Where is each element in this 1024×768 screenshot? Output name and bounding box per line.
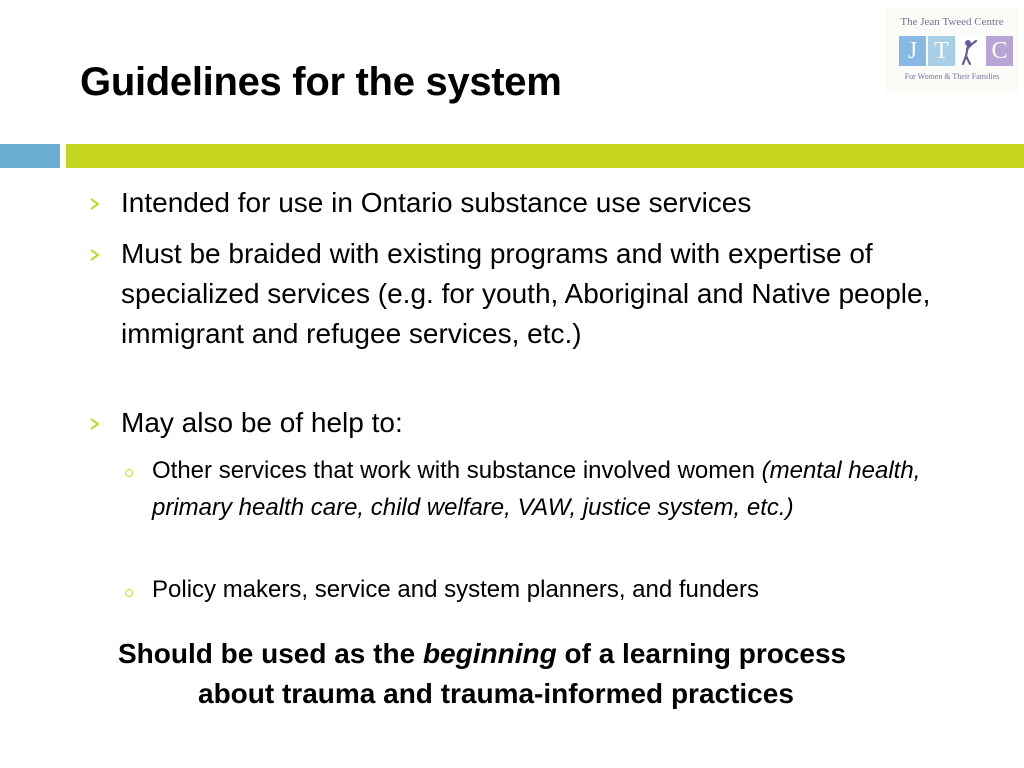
accent-bar-blue bbox=[0, 144, 60, 168]
logo-letter-c: C bbox=[986, 36, 1013, 66]
ring-bullet-icon bbox=[125, 469, 133, 477]
ring-bullet-icon bbox=[125, 589, 133, 597]
sub-bullet-item bbox=[152, 452, 972, 526]
accent-bar-green bbox=[66, 144, 1024, 168]
closing-after: of a learning process bbox=[556, 638, 847, 669]
logo-letters bbox=[899, 36, 1013, 66]
closing-before: Should be used as the bbox=[118, 638, 423, 669]
bullet-item: Must be braided with existing programs and with expertise of specialized services (e.g. for youth, Aboriginal and Native people, immigrant and refugee services, etc.) bbox=[121, 238, 931, 349]
logo-letter-t: T bbox=[928, 36, 955, 66]
slide-title: Guidelines for the system bbox=[80, 60, 562, 104]
bullet-item: Intended for use in Ontario substance use services bbox=[121, 187, 752, 218]
arrow-bullet-icon bbox=[88, 248, 102, 262]
closing-emphasis: beginning bbox=[422, 638, 557, 669]
closing-statement bbox=[118, 634, 958, 714]
logo-letter-j: J bbox=[899, 36, 926, 66]
jean-tweed-centre-logo bbox=[886, 8, 1018, 94]
bullet-item: May also be of help to: bbox=[121, 407, 403, 438]
closing-line-2: about trauma and trauma-informed practices bbox=[198, 678, 794, 709]
sub-bullet-text: Other services that work with substance involved women bbox=[152, 457, 755, 484]
sub-bullet-italic: (mental health, primary health care, child welfare, VAW, justice system, etc.) bbox=[152, 457, 921, 521]
arrow-bullet-icon bbox=[88, 417, 102, 431]
logo-tagline: For Women & Their Families bbox=[904, 72, 1000, 81]
arrow-bullet-icon bbox=[88, 197, 102, 211]
logo-name: The Jean Tweed Centre bbox=[900, 16, 1004, 28]
figure-icon bbox=[957, 36, 984, 66]
sub-bullet-item: Policy makers, service and system planners, and funders bbox=[152, 576, 759, 603]
